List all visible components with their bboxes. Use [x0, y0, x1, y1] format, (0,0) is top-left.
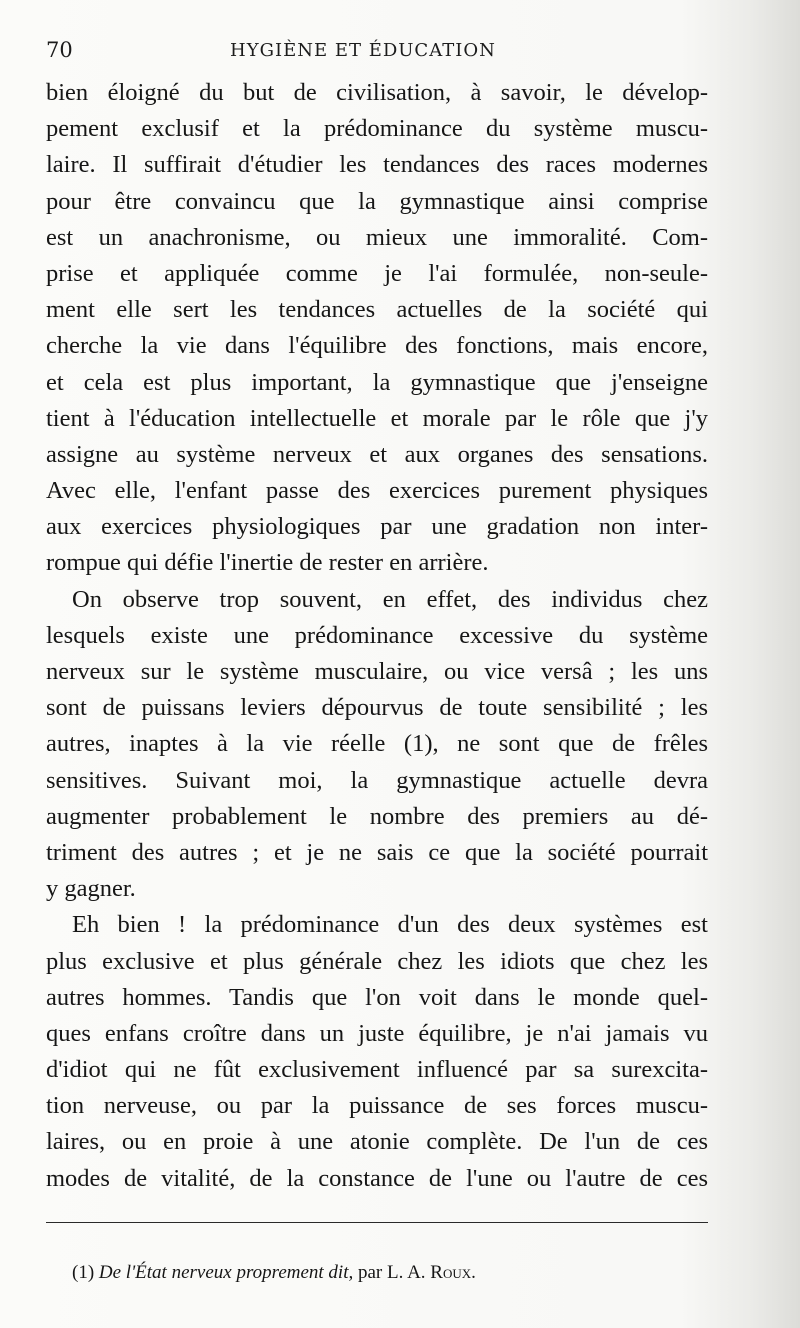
text-line: prise et appliquée comme je l'ai formulée, non-seule- — [46, 259, 708, 287]
text-line: sont de puissans leviers dépourvus de toute sensibilité ; les — [46, 694, 708, 722]
text-line: sensitives. Suivant moi, la gymnastique actuelle devra — [46, 766, 708, 794]
text-line: modes de vitalité, de la constance de l'une ou l'autre de ces — [46, 1164, 708, 1192]
text-line: aux exercices physiologiques par une gradation non inter- — [46, 513, 708, 541]
text-line: assigne au système nerveux et aux organes des sensations. — [46, 440, 708, 468]
footnote — [72, 1262, 692, 1284]
text-line: tient à l'éducation intellectuelle et morale par le rôle que j'y — [46, 404, 708, 432]
page-header — [46, 38, 706, 68]
footnote-title: De l'État nerveux proprement dit, — [98, 1262, 354, 1283]
text-line: autres hommes. Tandis que l'on voit dans le monde quel- — [46, 983, 708, 1011]
text-line: autres, inaptes à la vie réelle (1), ne sont que de frêles — [46, 730, 708, 758]
text-line: y gagner. — [46, 875, 136, 903]
footnote-author: L. A. Roux. — [387, 1262, 476, 1283]
text-line: laires, ou en proie à une atonie complète. De l'un de ces — [46, 1128, 708, 1156]
footnote-divider — [46, 1222, 708, 1223]
text-line: pour être convaincu que la gymnastique ainsi comprise — [46, 187, 708, 215]
text-line: nerveux sur le système musculaire, ou vice versâ ; les uns — [46, 658, 708, 685]
text-line: Eh bien ! la prédominance d'un des deux systèmes est — [72, 911, 708, 939]
text-line: augmenter probablement le nombre des premiers au dé- — [46, 802, 708, 830]
text-line: plus exclusive et plus générale chez les idiots que chez les — [46, 947, 708, 975]
running-title: HYGIÈNE ET ÉDUCATION — [230, 40, 496, 61]
page-number: 70 — [46, 38, 73, 62]
text-line: et cela est plus important, la gymnastique que j'enseigne — [46, 368, 708, 396]
text-line: triment des autres ; et je ne sais ce que la société pourrait — [46, 838, 708, 866]
text-line: ment elle sert les tendances actuelles de la société qui — [46, 296, 708, 324]
text-line: rompue qui défie l'inertie de rester en arrière. — [46, 549, 489, 577]
footnote-marker: (1) — [72, 1262, 95, 1283]
text-line: Avec elle, l'enfant passe des exercices purement physiques — [46, 477, 708, 505]
text-line: laire. Il suffirait d'étudier les tendances des races modernes — [46, 151, 708, 179]
text-line: pement exclusif et la prédominance du système muscu- — [46, 115, 708, 143]
text-line: lesquels existe une prédominance excessive du système — [46, 621, 708, 649]
text-line: tion nerveuse, ou par la puissance de ses forces muscu- — [46, 1092, 708, 1120]
body-text — [46, 75, 708, 1197]
footnote-by: par — [358, 1262, 383, 1283]
text-line: cherche la vie dans l'équilibre des fonctions, mais encore, — [46, 332, 708, 360]
text-line: est un anachronisme, ou mieux une immoralité. Com- — [46, 223, 708, 251]
text-line: ques enfans croître dans un juste équilibre, je n'ai jamais vu — [46, 1019, 708, 1047]
text-line: bien éloigné du but de civilisation, à savoir, le dévelop- — [46, 79, 708, 106]
text-line: On observe trop souvent, en effet, des individus chez — [72, 585, 708, 613]
text-line: d'idiot qui ne fût exclusivement influencé par sa surexcita- — [46, 1056, 708, 1084]
